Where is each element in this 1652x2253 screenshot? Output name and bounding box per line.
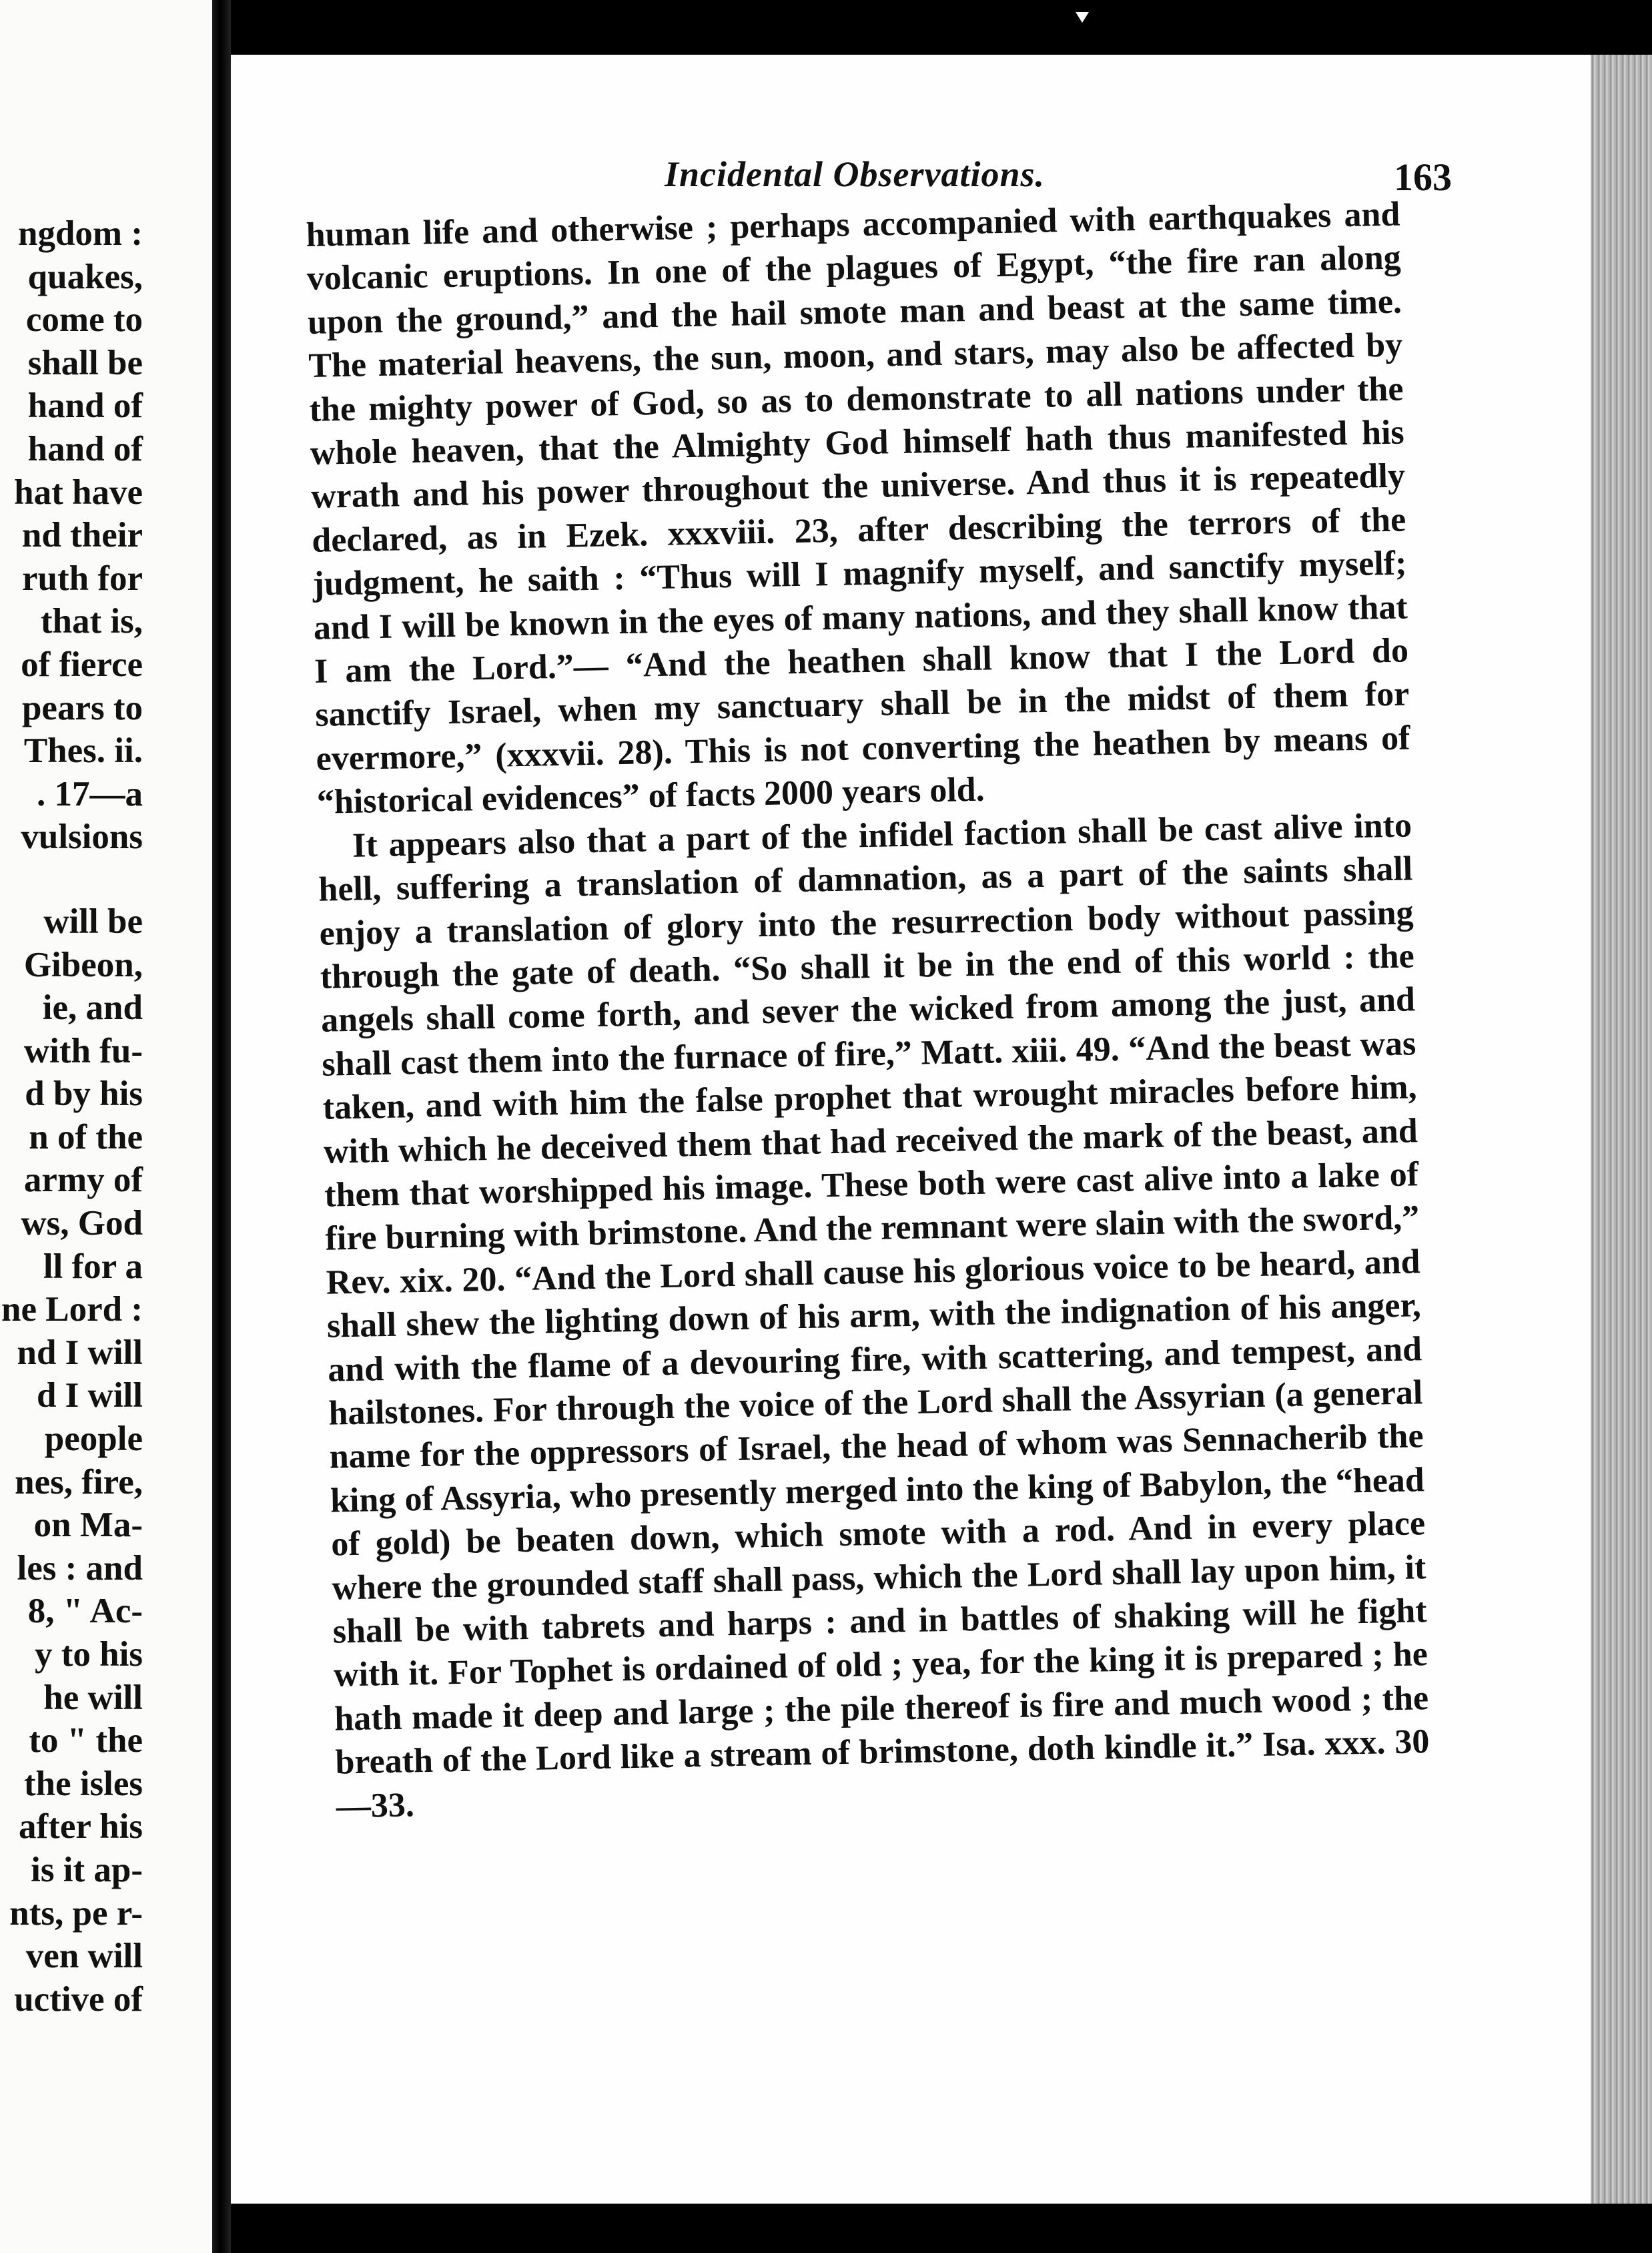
left-page-line: ruth for <box>21 559 143 598</box>
page-edge <box>1591 55 1652 2204</box>
left-page-line: after his <box>19 1807 143 1847</box>
left-page-line: les : and <box>17 1548 143 1588</box>
paragraph: It appears also that a part of the infidel faction shall be cast alive into hell, suffering a translation of damnation, as a part of the saints shall enjoy a translation of glory into the resurrection body without passing through the gate of death. “So shall it be in the end of this world : the angels shall come forth, and sever the wicked from among the just, and shall cast them into the furnace of fire,” Matt. xiii. 49. “And the beast was taken, and with him the false prophet that wrought miracles before him, with which he deceived them that had received the mark of the beast, and them that worshipped his image. These both were cast alive into a lake of fire burning with brimstone. And the remnant were slain with the sword,” Rev. xix. 20. “And the Lord shall cause his glorious voice to be heard, and shall shew the lighting down of his arm, with the indignation of his anger, and with the flame of a devouring fire, with scattering, and tempest, and hailstones. For through the voice of the Lord shall the Assyrian (a general name for the oppressors of Israel, the head of whom was Sennacherib the king of Assyria, who presently merged into the king of Babylon, the “head of gold) be beaten down, which smote with a rod. And in every place where the grounded staff shall pass, which the Lord shall lay upon him, it shall be with tabrets and harps : and in battles of shaking will he fight with it. For Tophet is ordained of old ; yea, for the king it is prepared ; he hath made it deep and large ; the pile thereof is fire and much wood ; the breath of the Lord like a stream of brimstone, doth kindle it.” Isa. xxx. 30—33. <box>318 806 1430 1826</box>
left-page-line: d by his <box>25 1074 143 1114</box>
left-page-line: nd I will <box>17 1333 143 1372</box>
left-page-line: hat have <box>14 472 143 512</box>
left-page-line: ne Lord : <box>1 1290 143 1329</box>
left-page-line: ie, and <box>42 988 143 1028</box>
left-page-line: n of the <box>29 1117 143 1157</box>
left-page-line: nd their <box>21 516 143 555</box>
book-gutter <box>212 0 231 2253</box>
left-page-line: ll for a <box>43 1247 143 1286</box>
left-page-line: that is, <box>40 602 143 641</box>
left-page-line: quakes, <box>27 257 143 296</box>
left-page-text <box>0 212 143 2021</box>
left-page-line: ngdom : <box>17 214 143 253</box>
left-page-line: come to <box>25 300 143 340</box>
left-page-line: uctive of <box>14 1979 143 2019</box>
left-page-line: to " the <box>29 1721 143 1760</box>
left-page-line: nes, fire, <box>15 1462 143 1502</box>
left-page-line: shall be <box>27 343 143 382</box>
left-page-line: Gibeon, <box>23 945 143 984</box>
left-page-line: he will <box>43 1678 143 1717</box>
left-page-line: ven will <box>25 1937 143 1976</box>
left-page-line: is it ap- <box>31 1850 143 1889</box>
left-page-line: Thes. ii. <box>23 731 143 771</box>
paragraph: human life and otherwise ; perhaps accompanied with earthquakes and volcanic eruptions. In one of the plagues of Egypt, “the fire ran along upon the ground,” and the hail smote man and beast at the same time. The material heavens, the sun, moon, and stars, may also be affected by the mighty power of God, so as to demonstrate to all nations under the whole heaven, that the Almighty God himself hath thus manifested his wrath and his power throughout the universe. And thus it is repeatedly declared, as in Ezek. xxxviii. 23, after describing the terrors of the judgment, he saith : “Thus will I magnify myself, and sanctify myself; and I will be known in the eyes of many nations, and they shall know that I am the Lord.”— “And the heathen shall know that I the Lord do sanctify Israel, when my sanctuary shall be in the midst of them for evermore,” (xxxvii. 28). This is not converting the heathen by means of “historical evidences” of facts 2000 years old. <box>306 195 1410 822</box>
left-page-line: hand of <box>27 429 143 468</box>
left-page-line: of fierce <box>21 645 143 684</box>
left-page-line: people <box>44 1419 143 1459</box>
left-page-line: 8, " Ac- <box>27 1592 143 1631</box>
left-page-line: with fu- <box>23 1031 143 1070</box>
left-page-line: army of <box>23 1161 143 1200</box>
left-page-line <box>0 859 143 900</box>
running-header <box>231 148 1452 202</box>
left-page-line: pears to <box>21 688 143 727</box>
left-page-fragment <box>0 0 212 2253</box>
left-page-line: on Ma- <box>33 1506 143 1545</box>
left-page-line: d I will <box>36 1376 143 1415</box>
left-page-line: the isles <box>23 1764 143 1803</box>
left-page-line: ws, God <box>21 1204 143 1243</box>
left-page-line: hand of <box>27 386 143 426</box>
left-page-line: y to his <box>35 1635 143 1674</box>
left-page-line: . 17—a <box>37 774 143 814</box>
page-body <box>306 193 1430 1829</box>
left-page-line: will be <box>43 902 143 941</box>
left-page-line: vulsions <box>21 818 143 857</box>
scan-artifact-arrow <box>1076 12 1089 23</box>
page-number: 163 <box>1394 155 1452 199</box>
left-page-line: nts, pe r- <box>9 1893 143 1933</box>
running-title: Incidental Observations. <box>665 154 1046 194</box>
